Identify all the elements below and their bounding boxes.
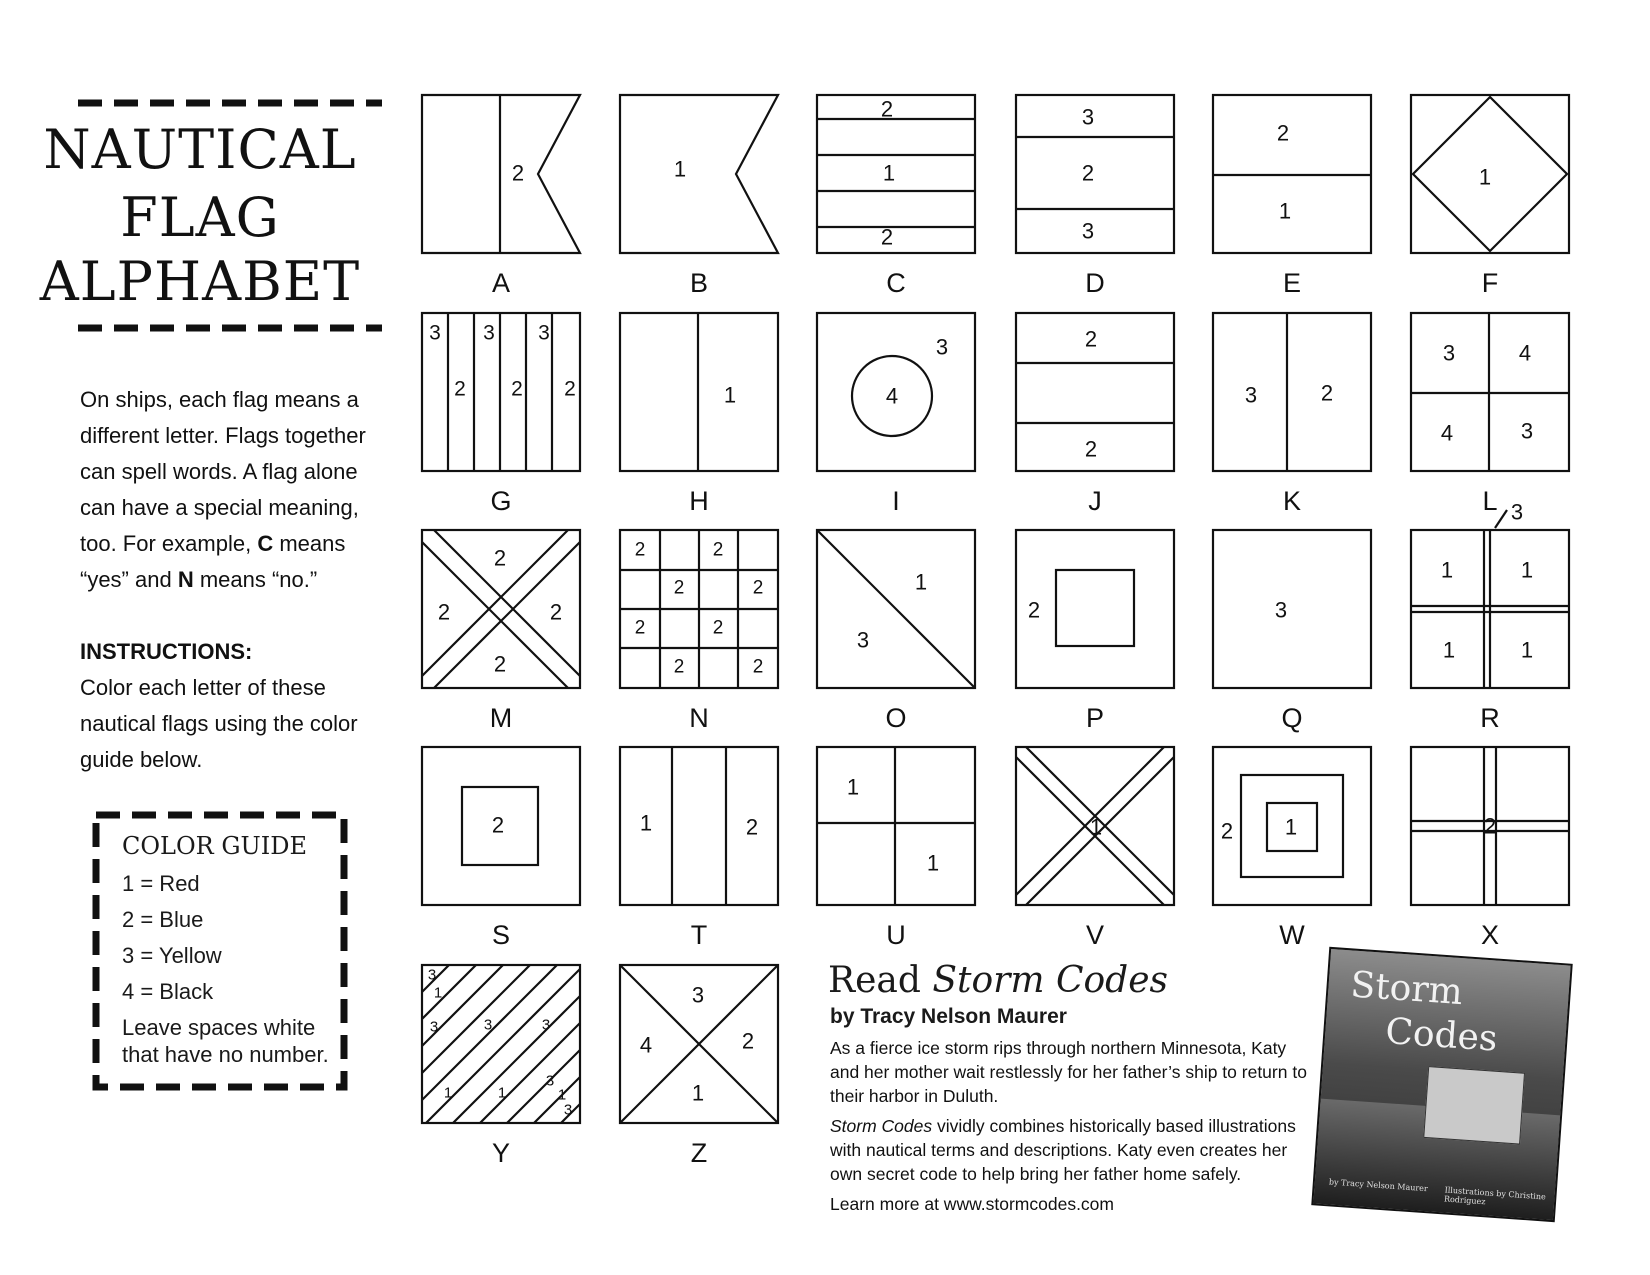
flag-j	[1016, 313, 1174, 516]
flag-shape	[1056, 570, 1134, 646]
flag-k	[1213, 313, 1371, 516]
flag-letter-label: Z	[690, 1138, 708, 1168]
color-number: 2	[1081, 160, 1095, 186]
color-number: 4	[885, 383, 899, 409]
color-number: 2	[1276, 120, 1290, 146]
color-number: 1	[1284, 814, 1298, 840]
book-summary: Storm Codes vividly combines historically based illustrations with nautical terms and descriptions. Katy even creates her own secret code to help bring her father home safely.	[830, 1116, 1296, 1184]
flag-letter-label: K	[1282, 486, 1302, 516]
color-number: 3	[1510, 499, 1524, 525]
cover-title-line2: Codes	[1384, 1010, 1499, 1060]
flag-s	[422, 747, 580, 950]
color-number: 2	[1084, 326, 1098, 352]
flag-letter-label: S	[491, 920, 511, 950]
cover-illustrator-credit: Illustrations by Christine Rodriguez	[1443, 1185, 1547, 1207]
flag-i	[817, 313, 975, 516]
color-guide-title: COLOR GUIDE	[122, 832, 307, 860]
color-number: 3	[429, 321, 441, 345]
flag-letter-label: G	[490, 486, 512, 516]
color-number: 2	[1084, 436, 1098, 462]
flag-q	[1213, 530, 1371, 733]
flag-letter-label: R	[1480, 703, 1500, 733]
color-guide-item: 3 = Yellow	[122, 943, 222, 968]
flag-letter-label: V	[1085, 920, 1105, 950]
flag-h	[620, 313, 778, 516]
color-number: 1	[846, 774, 860, 800]
color-guide-item: 2 = Blue	[122, 907, 204, 932]
color-number: 3	[1442, 340, 1456, 366]
color-guide-note: Leave spaces white that have no number.	[122, 1015, 329, 1067]
flag-letter-label: C	[886, 268, 906, 298]
color-number: 3	[1520, 418, 1534, 444]
color-number: 2	[634, 539, 646, 561]
flag-c	[817, 95, 975, 298]
color-number: 3	[1081, 104, 1095, 130]
flag-b	[620, 95, 778, 298]
flag-n	[620, 530, 778, 733]
flag-letter-label: A	[491, 268, 511, 298]
flag-y	[264, 965, 881, 1168]
color-number: 2	[1483, 813, 1497, 839]
color-number: 2	[454, 377, 466, 401]
color-number: 2	[493, 545, 507, 571]
flag-p	[1016, 530, 1174, 733]
color-number: 2	[712, 617, 724, 639]
title-line-1: NAUTICAL	[43, 118, 357, 181]
example-letter-n: N	[177, 567, 194, 592]
flag-u	[817, 747, 975, 950]
flag-letter-label: J	[1088, 486, 1102, 516]
color-number: 2	[673, 577, 685, 599]
color-number: 2	[1320, 380, 1334, 406]
flag-stripe-line	[588, 965, 746, 1123]
color-number: 1	[1442, 637, 1456, 663]
flag-shape	[620, 95, 778, 253]
flag-v	[1016, 747, 1174, 950]
cover-author-credit: by Tracy Nelson Maurer	[1328, 1177, 1429, 1194]
flag-letter-label: D	[1085, 268, 1105, 298]
color-number: 1	[1520, 637, 1534, 663]
ship-icon	[1423, 1066, 1525, 1145]
color-number: 1	[497, 1084, 507, 1102]
intro-paragraph: On ships, each flag means a different letter. Flags together can spell words. A flag alone can have a special meaning, too. For example, C means “yes” and N means “no.”	[80, 387, 366, 592]
book-description: As a fierce ice storm rips through northern Minnesota, Katy and her mother wait restlessly for her father’s ship to return to their harbor in Duluth.	[830, 1038, 1307, 1106]
color-number: 2	[880, 224, 894, 250]
book-website: Learn more at www.stormcodes.com	[830, 1194, 1114, 1214]
flag-letter-label: H	[689, 486, 709, 516]
flag-shape	[1016, 95, 1174, 253]
flag-a	[422, 95, 580, 298]
color-number: 3	[1081, 218, 1095, 244]
color-number: 2	[511, 377, 523, 401]
color-number: 1	[1520, 557, 1534, 583]
instructions-text: Color each letter of these nautical flags using the color guide below.	[80, 675, 358, 772]
color-number: 3	[691, 982, 705, 1008]
color-number: 3	[541, 1016, 551, 1034]
flag-letter-label: W	[1279, 920, 1305, 950]
flag-letter-label: U	[886, 920, 906, 950]
color-number: 1	[639, 810, 653, 836]
book-author: by Tracy Nelson Maurer	[830, 1005, 1067, 1028]
color-number: 4	[639, 1032, 653, 1058]
flag-o	[817, 530, 975, 733]
color-number: 2	[493, 651, 507, 677]
color-guide-item: 4 = Black	[122, 979, 214, 1004]
color-number: 1	[557, 1086, 567, 1104]
title-line-2: FLAG	[120, 186, 280, 249]
color-number: 1	[443, 1084, 453, 1102]
flag-letter-label: I	[892, 486, 900, 516]
color-number: 2	[880, 96, 894, 122]
flag-letter-label: E	[1282, 268, 1302, 298]
example-letter-c: C	[257, 531, 274, 556]
color-number: 2	[491, 812, 505, 838]
flag-stripe-line	[639, 965, 800, 1123]
flag-z	[620, 965, 778, 1168]
color-number: 1	[1278, 198, 1292, 224]
color-number: 2	[1220, 818, 1234, 844]
flag-letter-label: F	[1481, 268, 1499, 298]
color-number: 4	[1440, 420, 1454, 446]
flag-f	[1411, 95, 1569, 298]
flag-r	[1411, 500, 1569, 734]
flag-letter-label: Y	[491, 1138, 511, 1168]
flag-letter-label: X	[1480, 920, 1500, 950]
color-number: 2	[741, 1028, 755, 1054]
color-number: 3	[1244, 382, 1258, 408]
color-number: 1	[691, 1080, 705, 1106]
color-number: 1	[673, 156, 687, 182]
color-number: 1	[1478, 164, 1492, 190]
color-number: 3	[563, 1101, 573, 1119]
color-number: 4	[1518, 340, 1532, 366]
color-number: 3	[856, 627, 870, 653]
flag-t	[620, 747, 778, 950]
color-number: 1	[882, 160, 896, 186]
flag-l	[1411, 313, 1569, 516]
flag-shape	[1213, 530, 1371, 688]
color-number: 3	[429, 1018, 439, 1036]
flag-m	[422, 530, 580, 733]
flag-shape	[1213, 313, 1371, 471]
flag-letter-label: N	[689, 703, 709, 733]
color-number: 3	[935, 334, 949, 360]
color-number: 2	[745, 814, 759, 840]
color-number: 1	[433, 984, 443, 1002]
cover-title-line1: Storm	[1349, 964, 1465, 1014]
flag-x	[1411, 747, 1569, 950]
book-cover-image[interactable]	[1311, 947, 1572, 1222]
color-number: 1	[926, 850, 940, 876]
color-number: 3	[545, 1072, 555, 1090]
color-number: 3	[427, 966, 437, 984]
book-heading: Read Storm Codes	[828, 960, 1169, 1001]
flag-g	[422, 313, 580, 516]
color-number: 3	[538, 321, 550, 345]
flag-e	[1213, 95, 1371, 298]
color-number: 2	[752, 577, 764, 599]
color-number: 2	[511, 160, 525, 186]
flag-letter-label: Q	[1281, 703, 1303, 733]
color-number: 2	[752, 656, 764, 678]
flag-letter-label: L	[1482, 486, 1498, 516]
color-number: 2	[673, 656, 685, 678]
color-number: 2	[712, 539, 724, 561]
color-guide-item: 1 = Red	[122, 871, 200, 896]
color-number: 2	[564, 377, 576, 401]
flag-w	[1213, 747, 1371, 950]
color-number: 1	[1440, 557, 1454, 583]
flag-letter-label: T	[690, 920, 708, 950]
color-number: 2	[437, 599, 451, 625]
flag-letter-label: M	[489, 703, 513, 733]
flag-letter-label: B	[689, 268, 709, 298]
flag-letter-label: P	[1085, 703, 1105, 733]
color-number: 2	[1027, 597, 1041, 623]
flag-stripe-line	[817, 530, 975, 688]
color-number: 1	[723, 382, 737, 408]
color-number: 3	[1274, 597, 1288, 623]
flag-diagonal-stripes	[264, 965, 881, 1123]
instructions-heading: INSTRUCTIONS:	[80, 639, 253, 664]
color-number: 1	[914, 569, 928, 595]
title-line-3: ALPHABET	[39, 250, 361, 313]
color-number: 3	[483, 1016, 493, 1034]
flag-letter-label: O	[885, 703, 907, 733]
flag-stripe-line	[264, 965, 422, 1123]
flag-d	[1016, 95, 1174, 298]
color-number: 2	[634, 617, 646, 639]
color-number: 2	[549, 599, 563, 625]
color-number: 3	[483, 321, 495, 345]
color-number: 1	[1089, 814, 1103, 840]
